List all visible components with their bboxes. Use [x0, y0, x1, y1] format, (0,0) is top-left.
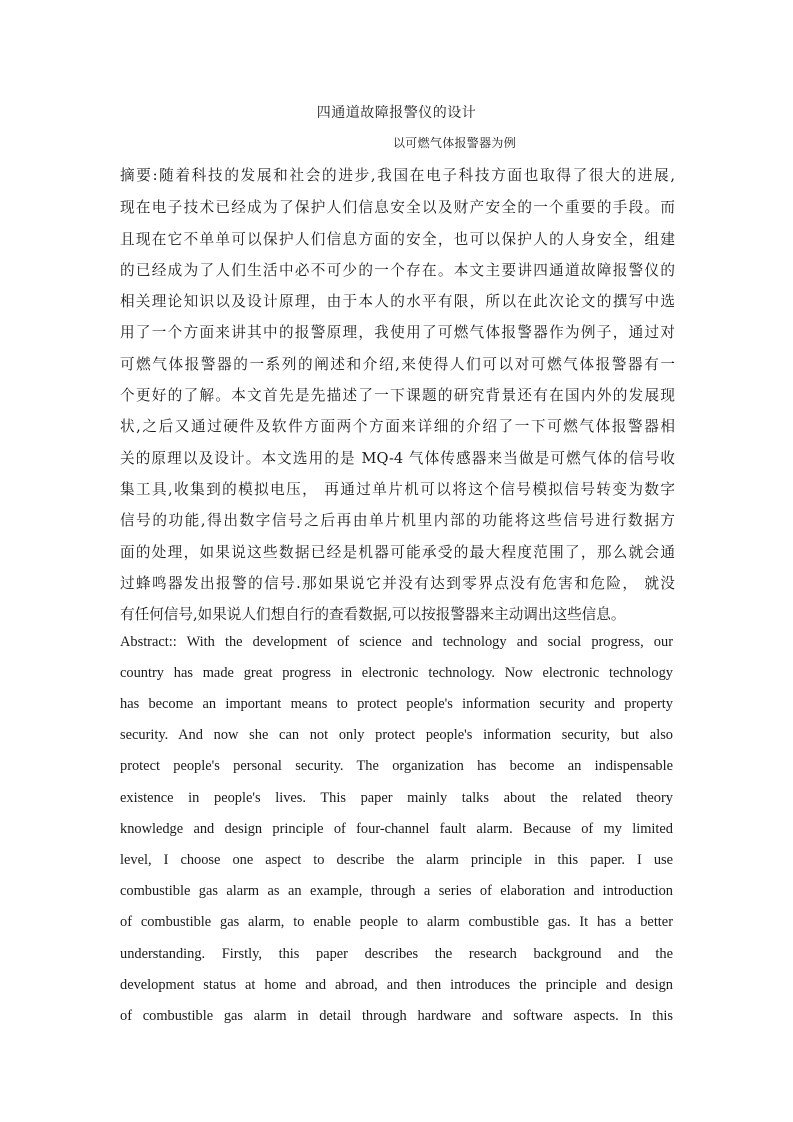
abstract-cn-line: 面的处理，如果说这些数据已经是机器可能承受的最大程度范围了，那么就会通	[120, 544, 675, 561]
abstract-en-line: of combustible gas alarm in detail through hardware and software aspects. In this	[120, 1008, 673, 1024]
abstract-en-line: development status at home and abroad, and then introduces the principle and design	[120, 977, 673, 993]
abstract-cn-line: 摘要:随着科技的发展和社会的进步,我国在电子科技方面也取得了很大的进展,	[120, 167, 675, 184]
document-subtitle: 以可燃气体报警器为例	[393, 136, 517, 150]
abstract-cn-line: 现在电子技术已经成为了保护人们信息安全以及财产安全的一个重要的手段。而	[120, 199, 675, 216]
abstract-en-line: protect people's personal security. The organization has become an indispensable	[120, 758, 673, 774]
abstract-cn-line: 状,之后又通过硬件及软件方面两个方面来详细的介绍了一下可燃气体报警器相	[120, 418, 675, 435]
abstract-en-line: combustible gas alarm as an example, through a series of elaboration and introduction	[120, 883, 673, 899]
abstract-cn-line: 信号的功能,得出数字信号之后再由单片机里内部的功能将这些信号进行数据方	[120, 512, 675, 529]
abstract-en-line: Abstract:: With the development of science and technology and social progress, our	[120, 634, 673, 650]
abstract-en-line: country has made great progress in electronic technology. Now electronic technology	[120, 665, 673, 681]
abstract-cn-line: 相关理论知识以及设计原理，由于本人的水平有限，所以在此次论文的撰写中选	[120, 293, 675, 310]
abstract-en-line: of combustible gas alarm, to enable people to alarm combustible gas. It has a better	[120, 914, 673, 930]
abstract-en-line: has become an important means to protect people's information security and property	[120, 696, 673, 712]
abstract-cn-line: 且现在它不单单可以保护人们信息方面的安全，也可以保护人的人身安全，组建	[120, 231, 675, 248]
abstract-en-line: level, I choose one aspect to describe the alarm principle in this paper. I use	[120, 852, 673, 868]
abstract-cn-line: 的已经成为了人们生活中必不可少的一个存在。本文主要讲四通道故障报警仪的	[120, 262, 675, 279]
abstract-cn-line: 有任何信号,如果说人们想自行的查看数据,可以按报警器来主动调出这些信息。	[120, 606, 626, 623]
abstract-en-line: knowledge and design principle of four-channel fault alarm. Because of my limited	[120, 821, 673, 837]
abstract-en-line: understanding. Firstly, this paper describes the research background and the	[120, 946, 673, 962]
abstract-cn-line: 用了一个方面来讲其中的报警原理，我使用了可燃气体报警器作为例子，通过对	[120, 324, 675, 341]
abstract-en-line: security. And now she can not only protect people's information security, but also	[120, 727, 673, 743]
abstract-cn-line: 个更好的了解。本文首先是先描述了一下课题的研究背景还有在国内外的发展现	[120, 387, 675, 404]
abstract-cn-line: 可燃气体报警器的一系列的阐述和介绍,来使得人们可以对可燃气体报警器有一	[120, 356, 675, 373]
abstract-cn-line: 关的原理以及设计。本文选用的是 MQ-4 气体传感器来当做是可燃气体的信号收	[120, 450, 675, 467]
abstract-cn-line: 集工具,收集到的模拟电压， 再通过单片机可以将这个信号模拟信号转变为数字	[120, 481, 675, 498]
abstract-en-line: existence in people's lives. This paper mainly talks about the related theory	[120, 790, 673, 806]
document-title: 四通道故障报警仪的设计	[316, 105, 477, 121]
abstract-cn-line: 过蜂鸣器发出报警的信号.那如果说它并没有达到零界点没有危害和危险， 就没	[120, 575, 675, 592]
